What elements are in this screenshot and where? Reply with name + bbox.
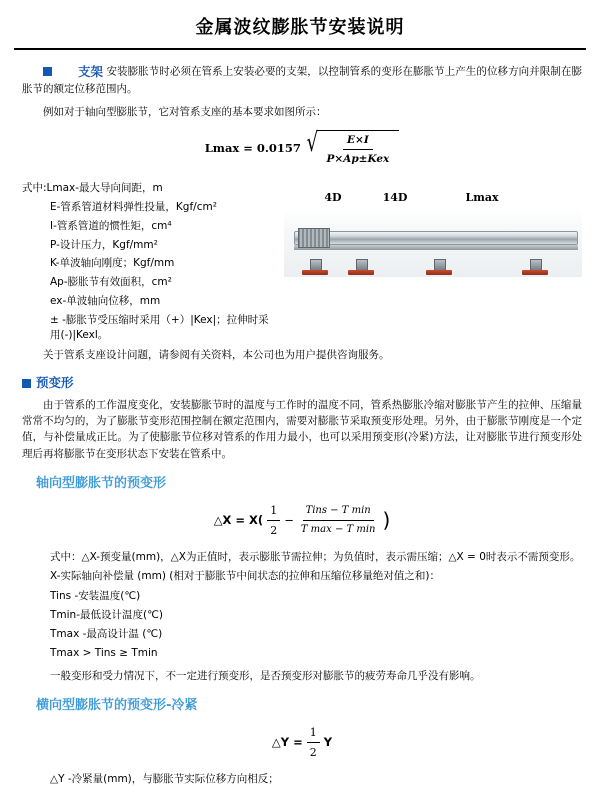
axial-eq-half-num: 1 [267,502,280,521]
lmax-formula [22,127,582,168]
support-icon [302,259,328,275]
support-icon [348,259,374,275]
bracket-heading-label: 支架 [78,63,104,79]
axial-eq-half-den: 2 [270,523,278,537]
page-title: 金属波纹膨胀节安装说明 [195,17,405,38]
axial-note: Tmax -最高设计温 (℃) [50,628,163,641]
axial-predeform-heading: 轴向型膨胀节的预变形 [36,475,167,491]
figure-label-4d: 4D [324,191,342,205]
axial-note: X-实际轴向补偿量 (mm) (相对于膨胀节中间状态的拉伸和压缩位移量绝对值之和)： [50,570,440,583]
support-icon [426,259,452,275]
lateral-eq-half-den: 2 [309,746,317,760]
bracket-section-intro [22,62,582,98]
blue-square-icon [43,67,52,76]
axial-predeform-equation [22,502,582,539]
legend-item: Ap-膨胀节有效面积，cm² [50,276,172,289]
pipe-shadow-icon [294,245,578,250]
axial-eq-lhs: △X = X( [213,512,264,527]
axial-note: Tins -安装温度(℃) [50,589,141,602]
axial-note: Tmin-最低设计温度(℃) [50,608,163,621]
axial-eq-temp-fraction [298,503,379,537]
axial-eq-temp-num: Tins − T min [303,503,374,521]
blue-square-icon [22,379,31,388]
legend-item: P-设计压力，Kgf/mm² [50,238,158,251]
axial-eq-rhs: ) [382,508,391,533]
bellows-expansion-joint-icon [298,228,330,248]
predeform-para-1: 由于管系的工作温度变化，安装膨胀节时的温度与工作时的温度不同，管系热膨胀冷缩对膨胀节产生的拉伸、压缩量常常不均匀的，为了膨胀节变形范围控制在额定范围内，需要对膨胀节采取预变形处理。另外，由于膨胀节刚度是一个定值，与补偿量成正比。为了使膨胀节位移对管系的作用力最小，也可以采用预变形(冷紧)方法，让对膨胀节进行预变形处理后再将膨胀节在变形状态下安装在管系中。 [22,398,582,460]
legend-figure-row [22,179,582,347]
lateral-predeform-equation [22,724,582,761]
lmax-formula-denominator: P×Ap±Kex [326,153,390,166]
figure-label-lmax: Lmax [465,191,499,205]
axial-eq-minus: − [284,512,294,527]
legend-item: K-单波轴向刚度；Kgf/mm [50,257,175,270]
predeform-heading [22,373,582,392]
legend-item: E-管系管道材料弹性投量，Kgf/cm² [50,201,217,214]
document-body [0,62,600,787]
figure-graphic [284,209,582,277]
figure-dimension-labels [284,189,582,206]
bracket-tail-text: 关于管系支座设计问题，请参阅有关资料，本公司也为用户提供咨询服务。 [43,349,390,362]
legend-item: I-管系管道的惯性矩，cm⁴ [50,219,172,232]
legend-item: ex-单波轴向位移，mm [50,294,161,307]
document-page [0,14,600,786]
bracket-para-2: 例如对于轴向型膨胀节，它对管系支座的基本要求如图所示： [43,105,327,118]
title-divider [14,48,586,50]
lateral-eq-half-num: 1 [307,724,320,743]
bracket-heading [43,62,103,81]
lateral-eq-lhs: △Y = [271,734,303,749]
lateral-eq-half [307,724,320,761]
lateral-note: △Y -冷紧量(mm)，与膨胀节实际位移方向相反； [50,773,279,786]
sqrt-symbol-icon: √ $\frac{E\times I}{\text{P×Ap±Kex}}$ [304,130,399,168]
support-icon [522,259,548,275]
lateral-eq-rhs: Y [323,734,333,749]
legend-item: 式中:Lmax-最大导向间距，m [22,182,163,195]
lateral-predeform-heading: 横向型膨胀节的预变形-冷紧 [36,697,198,713]
legend-item: ± -膨胀节受压缩时采用（+）|Kex|；拉伸时采用(-)|Kexl。 [50,313,269,342]
lmax-formula-lhs: Lmax = 0.0157 [204,140,301,155]
legend-list [22,179,278,347]
predeform-heading-label: 预变形 [36,375,74,391]
pipe-support-figure [284,179,582,277]
lmax-formula-numerator: E×I [343,132,373,150]
axial-eq-half [267,502,280,539]
axial-note: Tmax > Tins ≥ Tmin [50,647,158,660]
pipe-icon [294,231,578,245]
figure-label-14d: 14D [382,191,408,205]
axial-eq-temp-den: T max − T min [300,523,376,535]
axial-tail-text: 一般变形和受力情况下，不一定进行预变形，是否预变形对膨胀节的疲劳寿命几乎没有影响。 [50,669,481,682]
bracket-para-1: 安装膨胀节时必须在管系上安装必要的支架，以控制管系的变形在膨胀节上产生的位移方向并限制在膨胀节的额定位移范围内。 [22,65,583,96]
axial-note: 式中：△X-预变量(mm)，△X为正值时，表示膨胀节需拉伸；为负值时，表示需压缩；△X = 0时表示不需预变形。 [50,551,581,564]
